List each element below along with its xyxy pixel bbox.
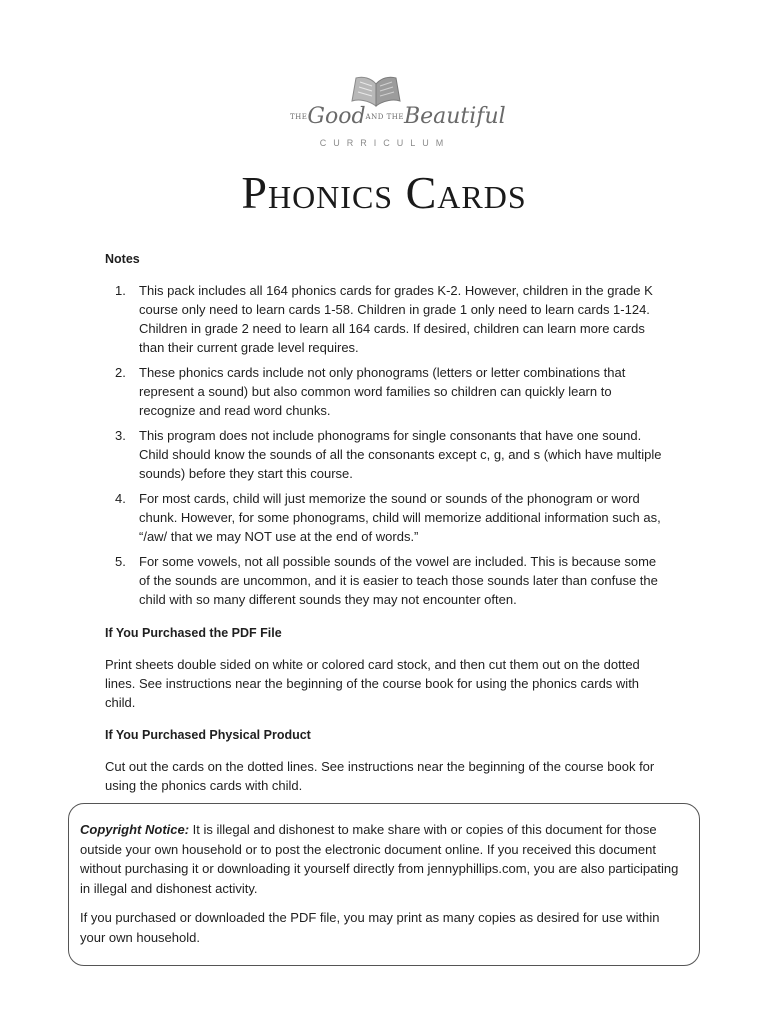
brand-subtitle: CURRICULUM [319, 138, 451, 148]
document-body [105, 250, 665, 809]
list-text: These phonics cards include not only phonograms (letters or letter combinations that represent a sound) but also common word families so children can quickly learn to recognize and read word chunks. [139, 365, 626, 418]
list-text: This program does not include phonograms for single consonants that have one sound. Child should know the sounds of all the consonants except c, g, and s (which have multiple sounds) before they start this course. [139, 428, 662, 481]
list-number: 2. [115, 365, 126, 380]
pdf-section-text: Print sheets double sided on white or colored card stock, and then cut them out on the dotted lines. See instructions near the beginning of the course book for using the phonics cards with child. [105, 657, 640, 710]
list-number: 5. [115, 554, 126, 569]
brand-and-the: AND THE [365, 113, 404, 121]
physical-section-text: Cut out the cards on the dotted lines. See instructions near the beginning of the course book for using the phonics cards with child. [105, 759, 655, 793]
copyright-lead: Copyright Notice: [80, 822, 190, 837]
page-title: Phonics Cards [241, 167, 527, 218]
list-item [105, 363, 665, 420]
brand-good: Good [307, 104, 366, 129]
copyright-paragraph [80, 820, 687, 898]
list-item [105, 426, 665, 483]
list-item [105, 281, 665, 357]
brand-name [290, 104, 506, 129]
notes-heading: Notes [105, 252, 140, 266]
list-text: This pack includes all 164 phonics cards for grades K-2. However, children in the grade K course only need to learn cards 1-58. Children in grade 1 only need to learn cards 1-124. Children in grade 2 need to learn all 164 cards. If desired, children can learn more cards than their current grade level requires. [139, 283, 653, 355]
copyright-notice-box [68, 803, 700, 966]
physical-section-heading: If You Purchased Physical Product [105, 728, 311, 742]
brand-the: THE [290, 113, 308, 121]
list-item [105, 489, 665, 546]
pdf-section-heading: If You Purchased the PDF File [105, 626, 282, 640]
copyright-text: It is illegal and dishonest to make share with or copies of this document for those outside your own household or to post the electronic document online. If you received this document without purchasing it or downloading it yourself directly from jennyphillips.com, you are also participating in illegal and dishonest activity. [80, 822, 679, 896]
list-text: For some vowels, not all possible sounds of the vowel are included. This is because some of the sounds are uncommon, and it is easier to teach those sounds later than confuse the child with so many different sounds they may not encounter often. [139, 554, 658, 607]
list-number: 4. [115, 491, 126, 506]
copyright-second-paragraph: If you purchased or downloaded the PDF file, you may print as many copies as desired for use within your own household. [80, 910, 660, 945]
brand-beautiful: Beautiful [403, 104, 506, 129]
notes-list [105, 281, 665, 609]
list-item [105, 552, 665, 609]
list-number: 1. [115, 283, 126, 298]
list-number: 3. [115, 428, 126, 443]
list-text: For most cards, child will just memorize the sound or sounds of the phonogram or word chunk. However, for some phonograms, child will memorize additional information such as, “/aw/ that we may NOT use at the end of words.” [139, 491, 661, 544]
brand-logo [290, 70, 506, 154]
